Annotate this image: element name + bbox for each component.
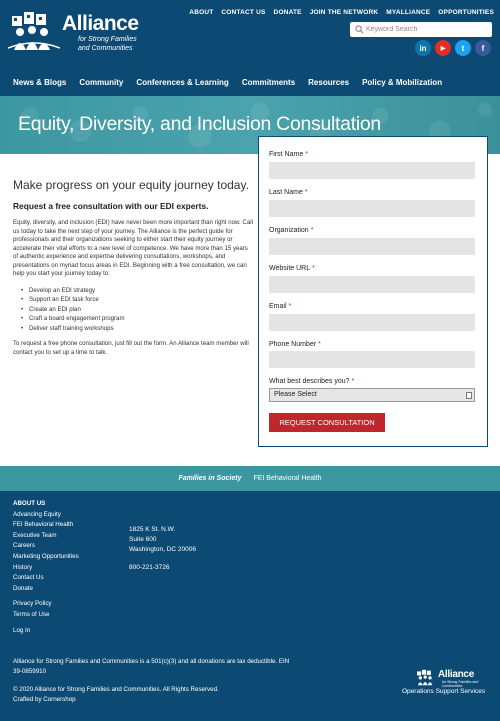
- phone-number-label: [269, 341, 321, 348]
- nav-news-blogs[interactable]: News & Blogs: [13, 78, 67, 87]
- request-consultation-button[interactable]: REQUEST CONSULTATION: [269, 413, 385, 432]
- required-marker: *: [318, 341, 321, 348]
- describes-you-label: [269, 378, 354, 385]
- topnav-contact-us[interactable]: CONTACT US: [221, 9, 266, 16]
- describes-you-label-text: What best describes you?: [269, 378, 350, 385]
- search-input[interactable]: [364, 22, 488, 37]
- footer-link-terms[interactable]: Terms of Use: [13, 610, 50, 618]
- list-item: • Craft a board engagement program: [21, 314, 253, 324]
- family-logo-icon: [8, 10, 60, 52]
- required-marker: *: [288, 303, 292, 310]
- nav-community[interactable]: Community: [79, 78, 124, 87]
- address-line: 1825 K St. N.W.: [129, 526, 176, 533]
- email-label: [269, 303, 291, 310]
- website-url-label-text: Website URL: [269, 265, 311, 272]
- intro-paragraph: Equity, diversity, and inclusion (EDI) have never been more important than right now. Call us today to take the next step of your journey. The Alliance is the perfect guide for professionals and their organizations seeking to either start their equity journey or accelerate their vital efforts to a new level of competence. We have more than 15 years of authentic experience and expertise delivering consultations, workshops, and presentations on myriad focus areas in EDI. Beginning with a free consultation, we can help you start your journey today to:: [13, 219, 253, 277]
- footer-link-marketing[interactable]: Marketing Opportunities: [13, 552, 79, 560]
- nav-commitments[interactable]: Commitments: [241, 78, 296, 87]
- fei-behavioral-health-link[interactable]: FEI Behavioral Health: [253, 475, 322, 482]
- main-content: [13, 178, 253, 364]
- site-header: [0, 0, 500, 96]
- nonprofit-notice: Alliance for Strong Families and Communities is a 501(c)(3) and all donations are tax deductible. EIN 39-0859910: [13, 658, 290, 675]
- search-icon[interactable]: [355, 25, 364, 34]
- required-marker: *: [305, 151, 308, 158]
- closing-paragraph: To request a free phone consultation, just fill out the form. An Alliance team member will contact you to set up a time to talk.: [13, 340, 249, 356]
- phone-number-field[interactable]: [269, 351, 475, 368]
- utility-nav: [189, 9, 494, 16]
- social-links: [415, 40, 491, 56]
- select-value: Please Select: [274, 391, 317, 398]
- website-url-label: [269, 265, 315, 272]
- first-name-label: [269, 151, 308, 158]
- nav-policy-mobilization[interactable]: Policy & Mobilization: [362, 78, 443, 87]
- first-name-field[interactable]: [269, 162, 475, 179]
- required-marker: *: [310, 227, 314, 234]
- twitter-icon[interactable]: t: [455, 40, 471, 56]
- content-heading: Make progress on your equity journey today.: [13, 178, 249, 192]
- footer-address: [129, 525, 196, 555]
- footer-link-advancing-equity[interactable]: Advancing Equity: [13, 510, 61, 518]
- footer-about-heading[interactable]: ABOUT US: [13, 500, 46, 507]
- main-nav: [13, 78, 442, 87]
- youtube-icon[interactable]: ▶: [435, 40, 451, 56]
- list-item: • Develop an EDI strategy: [21, 286, 253, 296]
- topnav-donate[interactable]: DONATE: [273, 9, 302, 16]
- required-marker: *: [304, 189, 308, 196]
- logo-name: Alliance: [62, 12, 139, 35]
- first-name-label-text: First Name: [269, 151, 304, 158]
- footer-link-history[interactable]: History: [13, 563, 33, 571]
- footer-logo[interactable]: [402, 669, 492, 705]
- website-url-field[interactable]: [269, 276, 475, 293]
- required-marker: *: [312, 265, 315, 272]
- consultation-form: [258, 136, 488, 447]
- last-name-label: [269, 189, 308, 196]
- last-name-label-text: Last Name: [269, 189, 303, 196]
- copyright: [13, 685, 293, 704]
- topnav-join-network[interactable]: JOIN THE NETWORK: [309, 9, 379, 16]
- email-field[interactable]: [269, 314, 475, 331]
- families-in-society-link[interactable]: Families in Society: [178, 475, 242, 482]
- partner-band: [0, 466, 500, 491]
- last-name-field[interactable]: [269, 200, 475, 217]
- nav-resources[interactable]: Resources: [308, 78, 350, 87]
- footer-link-login[interactable]: Log In: [13, 626, 31, 634]
- organization-label-text: Organization: [269, 227, 309, 234]
- footer-link-privacy[interactable]: Privacy Policy: [13, 600, 52, 608]
- topnav-myalliance[interactable]: MYALLIANCE: [386, 9, 431, 16]
- organization-field[interactable]: [269, 238, 475, 255]
- footer-link-fei[interactable]: FEI Behavioral Health: [13, 521, 74, 529]
- describes-you-select[interactable]: [269, 388, 475, 402]
- page-title: Equity, Diversity, and Inclusion Consultation: [18, 113, 381, 135]
- linkedin-icon[interactable]: in: [415, 40, 431, 56]
- nav-conferences-learning[interactable]: Conferences & Learning: [136, 78, 229, 87]
- logo-tagline: for Strong Families and Communities: [78, 36, 137, 52]
- crafted-by-link[interactable]: Crafted by Cornershop: [13, 695, 76, 703]
- phone-number-label-text: Phone Number: [269, 341, 317, 348]
- list-item: • Create an EDI plan: [21, 305, 253, 315]
- alliance-logo[interactable]: [8, 8, 138, 54]
- address-line: Suite 600: [129, 536, 157, 543]
- list-item: • Deliver staff training workshops: [21, 324, 253, 334]
- organization-label: [269, 227, 313, 234]
- facebook-icon[interactable]: f: [475, 40, 491, 56]
- chevron-down-icon: [466, 392, 472, 399]
- copyright-text: © 2020 Alliance for Strong Families and Communities. All Rights Reserved.: [13, 686, 219, 693]
- footer-logo-tagline: for Strong Families and Communities: [442, 680, 479, 688]
- topnav-about[interactable]: ABOUT: [189, 9, 214, 16]
- operations-support-text: Operations Support Services: [402, 688, 486, 695]
- address-line: Washington, DC 20006: [129, 546, 196, 553]
- footer-link-careers[interactable]: Careers: [13, 542, 36, 550]
- email-label-text: Email: [269, 303, 287, 310]
- services-list: [21, 286, 253, 334]
- footer-logo-name: Alliance: [438, 669, 474, 680]
- topnav-opportunities[interactable]: OPPORTUNITIES: [438, 9, 494, 16]
- list-item: • Support an EDI task force: [21, 295, 253, 305]
- footer-link-contact[interactable]: Contact Us: [13, 574, 44, 582]
- site-footer: [0, 491, 500, 721]
- content-subheading: Request a free consultation with our EDI experts.: [13, 201, 209, 211]
- family-logo-icon: [414, 669, 438, 686]
- required-marker: *: [351, 378, 355, 385]
- footer-links: [13, 499, 79, 636]
- footer-phone[interactable]: 800-221-3726: [129, 564, 170, 571]
- footer-link-donate[interactable]: Donate: [13, 584, 33, 592]
- footer-link-executive-team[interactable]: Executive Team: [13, 531, 57, 539]
- search-box: [350, 22, 492, 37]
